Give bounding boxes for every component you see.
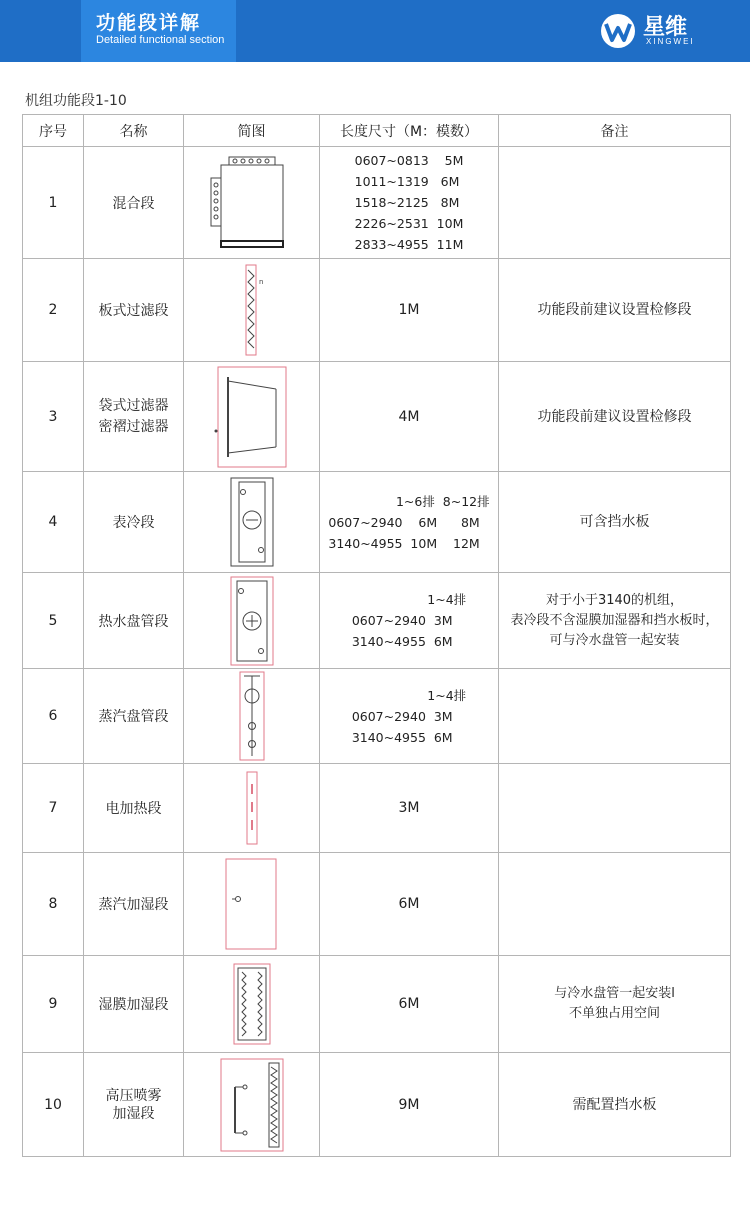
row-name: 混合段 [84, 147, 184, 259]
row-number: 9 [23, 956, 84, 1053]
brand-name: 星维 [643, 15, 688, 40]
diagram-cell [184, 853, 320, 956]
row-name [84, 1053, 184, 1157]
row-length: 6M [320, 956, 499, 1053]
row-name: 板式过滤段 [84, 259, 184, 362]
column-header-diagram: 简图 [184, 115, 320, 147]
row-remark: 需配置挡水板 [499, 1053, 731, 1157]
wet-film-humidifier-diagram [230, 962, 274, 1046]
svg-text:n: n [258, 278, 263, 286]
table-caption: 机组功能段1-10 [25, 93, 127, 109]
row-length: 1M [320, 259, 499, 362]
xingwei-logo-icon [598, 12, 638, 50]
table-row [23, 259, 731, 362]
diagram-cell [184, 669, 320, 764]
row-number: 10 [23, 1053, 84, 1157]
electric-heater-diagram [237, 768, 267, 848]
spray-humidifier-diagram [217, 1057, 287, 1153]
row-name-text: 高压喷雾 加湿段 [105, 1087, 162, 1122]
row-name: 蒸汽加湿段 [84, 853, 184, 956]
row-name: 热水盘管段 [84, 573, 184, 669]
table-row [23, 362, 731, 472]
row-length [320, 573, 499, 669]
remark-text: 与冷水盘管一起安装l 不单独占用空间 [554, 986, 675, 1021]
diagram-cell [184, 956, 320, 1053]
row-remark [499, 573, 731, 669]
length-values: 1~4排 0607~2940 3M 3140~4955 6M [351, 592, 467, 649]
row-remark [499, 764, 731, 853]
row-remark [499, 147, 731, 259]
length-values: 1~4排 0607~2940 3M 3140~4955 6M [351, 687, 467, 745]
column-header-length: 长度尺寸（M：模数） [320, 115, 499, 147]
row-name [84, 362, 184, 472]
row-remark [499, 853, 731, 956]
table-row [23, 147, 731, 259]
row-number: 4 [23, 472, 84, 573]
row-length [320, 147, 499, 259]
length-values: 1~6排 8~12排 0607~2940 6M 8M 3140~4955 10M 12M [328, 493, 490, 551]
row-name: 蒸汽盘管段 [84, 669, 184, 764]
row-length: 3M [320, 764, 499, 853]
column-header-name: 名称 [84, 115, 184, 147]
table-row [23, 764, 731, 853]
row-length [320, 472, 499, 573]
row-remark: 功能段前建议设置检修段 [499, 362, 731, 472]
column-header-remark: 备注 [499, 115, 731, 147]
row-length: 9M [320, 1053, 499, 1157]
row-number: 6 [23, 669, 84, 764]
row-name: 湿膜加湿段 [84, 956, 184, 1053]
row-number: 1 [23, 147, 84, 259]
row-number: 5 [23, 573, 84, 669]
bag-filter-diagram [212, 365, 292, 469]
diagram-cell [184, 472, 320, 573]
function-section-table [22, 114, 731, 1157]
page-subtitle: Detailed functional section [96, 34, 225, 46]
table-row [23, 853, 731, 956]
diagram-cell [184, 147, 320, 259]
page-title: 功能段详解 [96, 12, 202, 34]
row-remark: 可含挡水板 [499, 472, 731, 573]
remark-text: 对于小于3140的机组， 表冷段不含湿膜加湿器和挡水板时， 可与冷水盘管一起安装 [510, 592, 719, 648]
steam-humidifier-diagram [222, 857, 282, 951]
row-name-text: 袋式过滤器 密褶过滤器 [98, 397, 169, 435]
hot-water-coil-diagram [227, 575, 277, 667]
table-row [23, 573, 731, 669]
mixing-section-diagram [207, 153, 297, 253]
diagram-cell [184, 362, 320, 472]
length-values: 0607~0813 5M 1011~1319 6M 1518~2125 8M 2226~2531 10M 2833~4955 11M [354, 153, 464, 252]
row-length: 6M [320, 853, 499, 956]
table-row [23, 669, 731, 764]
table-row [23, 956, 731, 1053]
row-length [320, 669, 499, 764]
row-remark [499, 956, 731, 1053]
diagram-cell [184, 1053, 320, 1157]
table-row [23, 472, 731, 573]
row-number: 3 [23, 362, 84, 472]
row-number: 7 [23, 764, 84, 853]
row-name: 表冷段 [84, 472, 184, 573]
steam-coil-diagram [232, 670, 272, 762]
diagram-cell [184, 259, 320, 362]
row-name: 电加热段 [84, 764, 184, 853]
row-number: 8 [23, 853, 84, 956]
diagram-cell [184, 573, 320, 669]
column-header-no: 序号 [23, 115, 84, 147]
table-header-row [23, 115, 731, 147]
brand-name-en: XINGWEI [646, 37, 695, 46]
plate-filter-diagram [232, 262, 272, 358]
cooling-coil-diagram [227, 474, 277, 570]
row-remark: 功能段前建议设置检修段 [499, 259, 731, 362]
table-row [23, 1053, 731, 1157]
row-length: 4M [320, 362, 499, 472]
row-remark [499, 669, 731, 764]
diagram-cell [184, 764, 320, 853]
row-number: 2 [23, 259, 84, 362]
